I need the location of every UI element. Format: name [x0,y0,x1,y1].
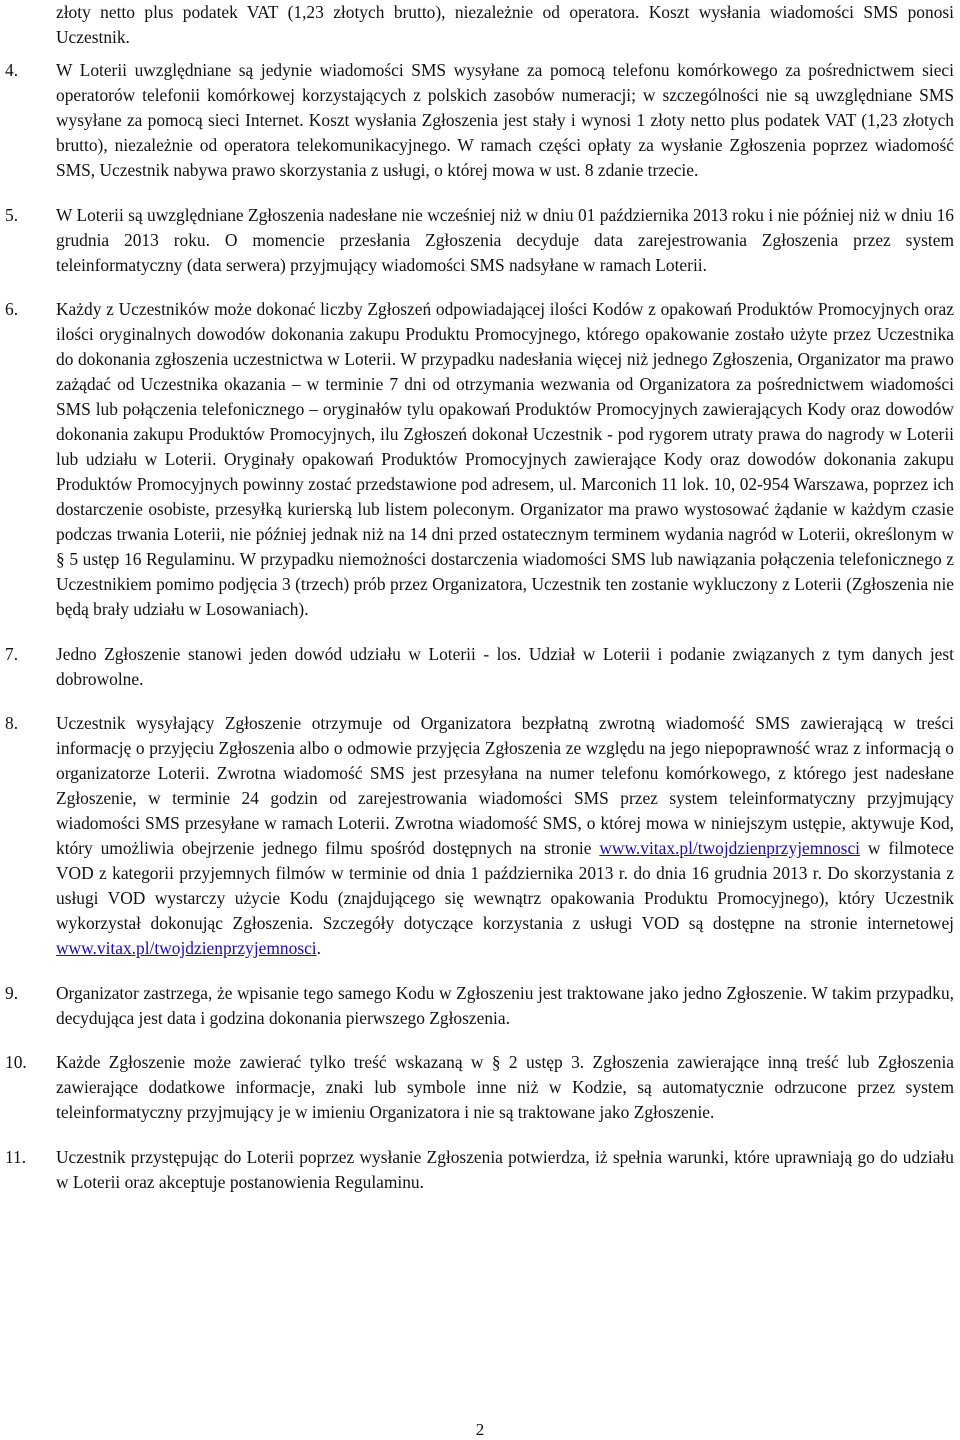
list-item [0,1050,954,1125]
item-text-run: W Loterii uwzględniane są jedynie wiadomości SMS wysyłane za pomocą telefonu komórkowego za pośrednictwem sieci operatorów telefonii komórkowej korzystających z polskich zasobów numeracji; w szczególności nie są uwzględniane SMS wysyłane za pomocą sieci Internet. Koszt wysłania Zgłoszenia jest stały i wynosi 1 złoty netto plus podatek VAT (1,23 złotych brutto), niezależnie od operatora telekomunikacyjnego. W ramach części opłaty za wysłanie Zgłoszenia poprzez wiadomość SMS, Uczestnik nabywa prawo skorzystania z usługi, o której mowa w ust. 8 zdanie trzecie. [56,60,954,180]
item-number: 6. [5,299,19,319]
numbered-list [0,58,960,1214]
item-text-run: Uczestnik wysyłający Zgłoszenie otrzymuje od Organizatora bezpłatną zwrotną wiadomość SMS zawierającą w treści informację o przyjęciu Zgłoszenia albo o odmowie przyjęcia Zgłoszenia ze względu na jego niepoprawność wraz z informacją o organizatorze Loterii. Zwrotna wiadomość SMS jest przesyłana na numer telefonu komórkowego, z którego jest nadesłane Zgłoszenie, w terminie 24 godzin od zarejestrowania wiadomości SMS przez system teleinformatyczny przyjmujący wiadomości SMS przesyłane w ramach Loterii. Zwrotna wiadomość SMS, o której mowa w niniejszym ustępie, aktywuje Kod, który umożliwia obejrzenie jednego filmu spośród dostępnych na stronie [56,713,954,858]
item-text [56,1145,954,1195]
continuation-text: złoty netto plus podatek VAT (1,23 złotych brutto), niezależnie od operatora. Koszt wysłania wiadomości SMS ponosi Uczestnik. [56,2,954,47]
list-item [0,711,954,961]
item-number: 8. [5,713,19,733]
list-item [0,642,954,692]
vitax-link[interactable]: www.vitax.pl/twojdzienprzyjemnosci [599,838,860,858]
item-text [56,297,954,622]
list-item [0,297,954,622]
item-text-run: w filmotece VOD z kategorii przyjemnych filmów w terminie od dnia 1 października 2013 r. do dnia 16 grudnia 2013 r. Do skorzystania z usługi VOD wystarczy użycie Kodu (znajdującego się wewnątrz opakowania Produktu Promocyjnego), który Uczestnik wykorzystał dokonując Zgłoszenia. Szczegóły dotyczące korzystania z usługi VOD są dostępne na stronie internetowej [56,838,955,933]
item-number: 4. [5,60,19,80]
item-text [56,981,954,1031]
item-text [56,711,954,961]
item-text-run: Uczestnik przystępując do Loterii poprzez wysłanie Zgłoszenia potwierdza, iż spełnia warunki, które uprawniają go do udziału w Loterii oraz akceptuje postanowienia Regulaminu. [56,1146,954,1192]
item-number: 11. [5,1146,27,1167]
item-number: 7. [5,643,19,664]
list-item [0,203,954,278]
item-text-run: Każdy z Uczestników może dokonać liczby Zgłoszeń odpowiadającej ilości Kodów z opakowań Produktów Promocyjnych oraz ilości oryginalnych dowodów dokonania zakupu Produktu Promocyjnego, którego opakowanie zostało użyte przez Uczestnika do dokonania zgłoszenia uczestnictwa w Loterii. W przypadku nadesłania więcej niż jednego Zgłoszenia, Organizator ma prawo zażądać od Uczestnika okazania – w terminie 7 dni od otrzymania wezwania od Organizatora za pośrednictwem wiadomości SMS lub połączenia telefonicznego – oryginałów tylu opakowań Produktów Promocyjnych zawierających Kody oraz dowodów dokonania zakupu Produktów Promocyjnych, ilu Zgłoszeń dokonał Uczestnik - pod rygorem utraty prawa do nagrody w Loterii lub udziału w Loterii. Oryginały opakowań Produktów Promocyjnych zawierające Kody oraz dowodów dokonania zakupu Produktów Promocyjnych powinny zostać przedstawione pod adresem, ul. Marconich 11 lok. 10, 02-954 Warszawa, poprzez ich dostarczenie osobiste, przesyłką kurierską lub listem poleconym. Organizator ma prawo wystosować żądanie w każdym czasie podczas trwania Loterii, nie później jednak niż na 14 dni przed ostatecznym terminem wydania nagród w Loterii, określonym w § 5 ustęp 16 Regulaminu. W przypadku niemożności dostarczenia wiadomości SMS lub nawiązania połączenia telefonicznego z Uczestnikiem pomimo podjęcia 3 (trzech) prób przez Organizatora, Uczestnik ten zostanie wykluczony z Loterii (Zgłoszenia nie będą brały udziału w Losowaniach). [56,299,954,619]
item-text [56,1050,954,1125]
item-text-run: . [316,938,321,958]
item-number: 10. [5,1052,27,1072]
item-text-run: Każde Zgłoszenie może zawierać tylko treść wskazaną w § 2 ustęp 3. Zgłoszenia zawierające inną treść lub Zgłoszenia zawierające dodatkowe informacje, znaki lub symbole inne niż w Kodzie, są automatycznie odrzucone przez system teleinformatyczny przyjmujący je w imieniu Organizatora i nie są traktowane jako Zgłoszenie. [56,1052,954,1122]
page-number: 2 [475,1420,485,1439]
item-text-run: Jedno Zgłoszenie stanowi jeden dowód udziału w Loterii - los. Udział w Loterii i podanie związanych z tym danych jest dobrowolne. [56,643,954,689]
vitax-link[interactable]: www.vitax.pl/twojdzienprzyjemnosci [56,938,317,958]
list-item [0,58,954,183]
list-item [0,981,954,1031]
list-item [0,1145,954,1195]
item-text-run: W Loterii są uwzględniane Zgłoszenia nadesłane nie wcześniej niż w dniu 01 października 2013 roku i nie później niż w dniu 16 grudnia 2013 roku. O momencie przesłania Zgłoszenia decyduje data zarejestrowania Zgłoszenia przez system teleinformatyczny (data serwera) przyjmujący wiadomości SMS nadsyłane w ramach Loterii. [56,204,954,275]
item-number: 9. [5,982,19,1003]
item-text-run: Organizator zastrzega, że wpisanie tego samego Kodu w Zgłoszeniu jest traktowane jako jedno Zgłoszenie. W takim przypadku, decydująca jest data i godzina dokonania pierwszego Zgłoszenia. [56,982,954,1028]
item-text [56,642,954,692]
item-text [56,58,954,183]
item-number: 5. [5,204,19,225]
item-text [56,203,954,278]
